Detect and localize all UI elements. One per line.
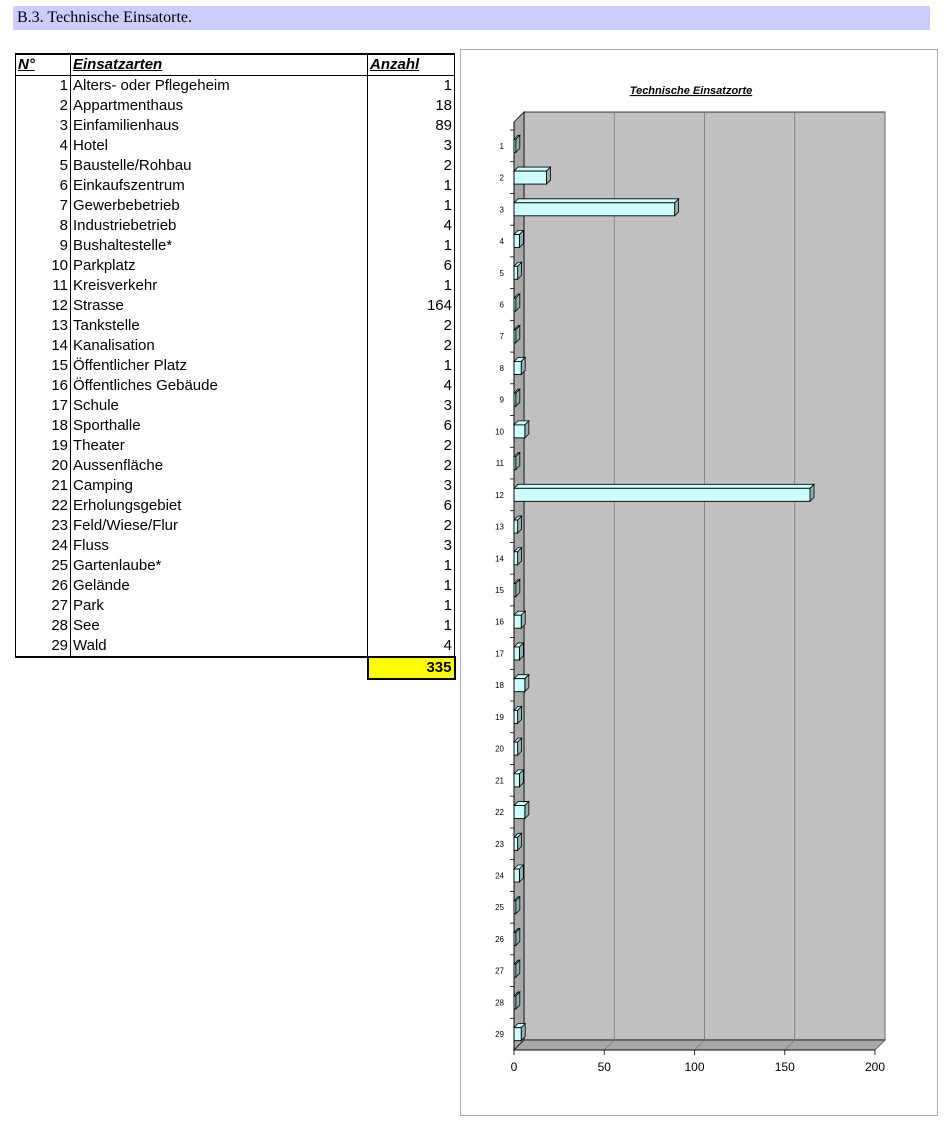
row-label: Bushaltestelle* [71, 236, 368, 256]
table-row [16, 236, 455, 256]
bar [514, 1028, 521, 1041]
row-number: 20 [16, 456, 71, 476]
y-tick-label: 27 [495, 966, 504, 976]
row-number: 21 [16, 476, 71, 496]
bar [514, 425, 525, 438]
row-label: Öffentlicher Platz [71, 356, 368, 376]
y-tick-label: 4 [499, 237, 504, 247]
table-row [16, 536, 455, 556]
y-tick-label: 6 [499, 300, 504, 310]
row-number: 12 [16, 296, 71, 316]
table-row [16, 156, 455, 176]
table-row [16, 596, 455, 616]
total-spacer [16, 657, 71, 679]
row-count: 1 [368, 596, 455, 616]
row-count: 2 [368, 456, 455, 476]
row-count: 1 [368, 356, 455, 376]
table-row [16, 316, 455, 336]
row-label: Baustelle/Rohbau [71, 156, 368, 176]
row-number: 16 [16, 376, 71, 396]
row-label: Gelände [71, 576, 368, 596]
row-count: 6 [368, 496, 455, 516]
row-label: Kreisverkehr [71, 276, 368, 296]
y-tick-label: 2 [499, 173, 504, 183]
y-tick-label: 29 [495, 1030, 504, 1040]
row-number: 26 [16, 576, 71, 596]
bar [514, 710, 518, 723]
y-tick-label: 15 [495, 586, 504, 595]
row-count: 1 [368, 76, 455, 97]
table-row [16, 456, 455, 476]
row-number: 25 [16, 556, 71, 576]
table-row [16, 376, 455, 396]
table-row [16, 576, 455, 596]
section-title: B.3. Technische Einsatorte. [13, 6, 930, 30]
y-tick-label: 7 [499, 332, 504, 342]
table-row [16, 136, 455, 156]
row-number: 15 [16, 356, 71, 376]
row-label: See [71, 616, 368, 636]
bar [514, 837, 518, 850]
table-row [16, 76, 455, 97]
row-number: 1 [16, 76, 71, 97]
row-number: 13 [16, 316, 71, 336]
row-number: 28 [16, 616, 71, 636]
row-label: Sporthalle [71, 416, 368, 436]
total-spacer [71, 657, 368, 679]
y-tick-label: 21 [495, 776, 504, 786]
row-number: 23 [16, 516, 71, 536]
y-tick-label: 9 [499, 395, 504, 405]
row-number: 9 [16, 236, 71, 256]
row-number: 14 [16, 336, 71, 356]
row-label: Parkplatz [71, 256, 368, 276]
row-label: Strasse [71, 296, 368, 316]
table-row [16, 356, 455, 376]
row-count: 18 [368, 96, 455, 116]
row-number: 4 [16, 136, 71, 156]
x-tick-label: 150 [774, 1060, 795, 1074]
row-label: Camping [71, 476, 368, 496]
bar [514, 742, 518, 755]
table-row [16, 416, 455, 436]
row-count: 1 [368, 556, 455, 576]
table-row [16, 516, 455, 536]
y-tick-label: 13 [495, 522, 504, 532]
bar-top-face [514, 199, 679, 203]
row-number: 8 [16, 216, 71, 236]
table-row [16, 296, 455, 316]
row-label: Schule [71, 396, 368, 416]
y-tick-label: 1 [499, 141, 504, 151]
y-tick-label: 19 [495, 712, 504, 722]
table-row [16, 336, 455, 356]
row-number: 10 [16, 256, 71, 276]
row-label: Appartmenthaus [71, 96, 368, 116]
data-table [15, 53, 456, 680]
row-label: Hotel [71, 136, 368, 156]
table-row [16, 96, 455, 116]
row-count: 2 [368, 156, 455, 176]
row-number: 17 [16, 396, 71, 416]
bar [514, 203, 675, 216]
row-label: Erholungsgebiet [71, 496, 368, 516]
row-number: 22 [16, 496, 71, 516]
y-tick-label: 12 [495, 490, 504, 500]
table-row [16, 476, 455, 496]
y-tick-label: 20 [495, 744, 504, 754]
row-number: 24 [16, 536, 71, 556]
bar [514, 806, 525, 819]
y-tick-label: 8 [499, 363, 504, 373]
row-count: 3 [368, 476, 455, 496]
y-tick-label: 24 [495, 871, 504, 881]
table-row [16, 276, 455, 296]
row-label: Park [71, 596, 368, 616]
row-number: 7 [16, 196, 71, 216]
y-tick-label: 25 [495, 903, 504, 913]
row-count: 3 [368, 136, 455, 156]
table-row [16, 196, 455, 216]
row-label: Kanalisation [71, 336, 368, 356]
x-tick-label: 50 [597, 1060, 611, 1074]
row-count: 1 [368, 176, 455, 196]
row-number: 11 [16, 276, 71, 296]
row-count: 1 [368, 276, 455, 296]
row-label: Alters- oder Pflegeheim [71, 76, 368, 97]
y-tick-label: 3 [499, 205, 504, 215]
bar-top-face [514, 484, 814, 488]
bar [514, 361, 521, 374]
row-count: 2 [368, 436, 455, 456]
bar [514, 266, 518, 279]
row-label: Öffentliches Gebäude [71, 376, 368, 396]
y-tick-label: 26 [495, 934, 504, 944]
row-count: 6 [368, 416, 455, 436]
y-tick-label: 11 [495, 459, 504, 469]
bar [514, 488, 810, 501]
row-label: Wald [71, 636, 368, 657]
row-label: Einfamilienhaus [71, 116, 368, 136]
bar [514, 647, 519, 660]
y-tick-label: 16 [495, 617, 504, 627]
table-row [16, 496, 455, 516]
row-count: 89 [368, 116, 455, 136]
row-number: 29 [16, 636, 71, 657]
row-label: Fluss [71, 536, 368, 556]
row-count: 2 [368, 336, 455, 356]
table-row [16, 396, 455, 416]
table-row [16, 636, 455, 657]
x-tick-label: 100 [684, 1060, 705, 1074]
row-label: Gartenlaube* [71, 556, 368, 576]
table-row [16, 556, 455, 576]
table-row [16, 616, 455, 636]
bar [514, 520, 518, 533]
row-number: 18 [16, 416, 71, 436]
col-header-num: N° [16, 54, 71, 76]
chart-title: Technische Einsatzorte [629, 85, 753, 97]
x-tick-label: 200 [864, 1060, 886, 1074]
y-tick-label: 5 [499, 268, 504, 278]
y-tick-label: 10 [495, 427, 504, 437]
bar [514, 235, 519, 248]
col-header-count: Anzahl [368, 54, 455, 76]
y-tick-label: 28 [495, 998, 504, 1008]
bar [514, 171, 546, 184]
row-label: Aussenfläche [71, 456, 368, 476]
row-count: 4 [368, 216, 455, 236]
row-count: 2 [368, 516, 455, 536]
row-count: 3 [368, 536, 455, 556]
row-count: 2 [368, 316, 455, 336]
row-label: Tankstelle [71, 316, 368, 336]
bar [514, 615, 521, 628]
bar [514, 679, 525, 692]
row-number: 6 [16, 176, 71, 196]
bar [514, 869, 519, 882]
row-count: 4 [368, 636, 455, 657]
row-count: 1 [368, 616, 455, 636]
total-value: 335 [368, 657, 455, 679]
table-row [16, 176, 455, 196]
y-tick-label: 18 [495, 681, 504, 691]
table-row [16, 216, 455, 236]
row-number: 27 [16, 596, 71, 616]
row-number: 19 [16, 436, 71, 456]
bar [514, 774, 519, 787]
y-tick-label: 14 [495, 554, 504, 564]
x-tick-label: 0 [510, 1060, 518, 1074]
chart-container [460, 49, 938, 1116]
total-row [16, 657, 455, 679]
y-tick-label: 22 [495, 808, 504, 818]
row-label: Industriebetrieb [71, 216, 368, 236]
bar-chart [461, 50, 937, 1115]
row-number: 3 [16, 116, 71, 136]
table-header-row [16, 54, 455, 76]
bar-top-face [514, 167, 550, 171]
row-label: Einkaufszentrum [71, 176, 368, 196]
y-tick-label: 23 [495, 839, 504, 849]
row-count: 6 [368, 256, 455, 276]
row-count: 1 [368, 196, 455, 216]
row-number: 5 [16, 156, 71, 176]
row-count: 164 [368, 296, 455, 316]
row-count: 3 [368, 396, 455, 416]
table-row [16, 116, 455, 136]
row-label: Gewerbebetrieb [71, 196, 368, 216]
row-number: 2 [16, 96, 71, 116]
table-row [16, 256, 455, 276]
row-count: 1 [368, 236, 455, 256]
table-row [16, 436, 455, 456]
y-tick-label: 17 [495, 649, 504, 659]
col-header-name: Einsatzarten [71, 54, 368, 76]
row-label: Feld/Wiese/Flur [71, 516, 368, 536]
row-count: 4 [368, 376, 455, 396]
row-label: Theater [71, 436, 368, 456]
row-count: 1 [368, 576, 455, 596]
bar [514, 552, 518, 565]
